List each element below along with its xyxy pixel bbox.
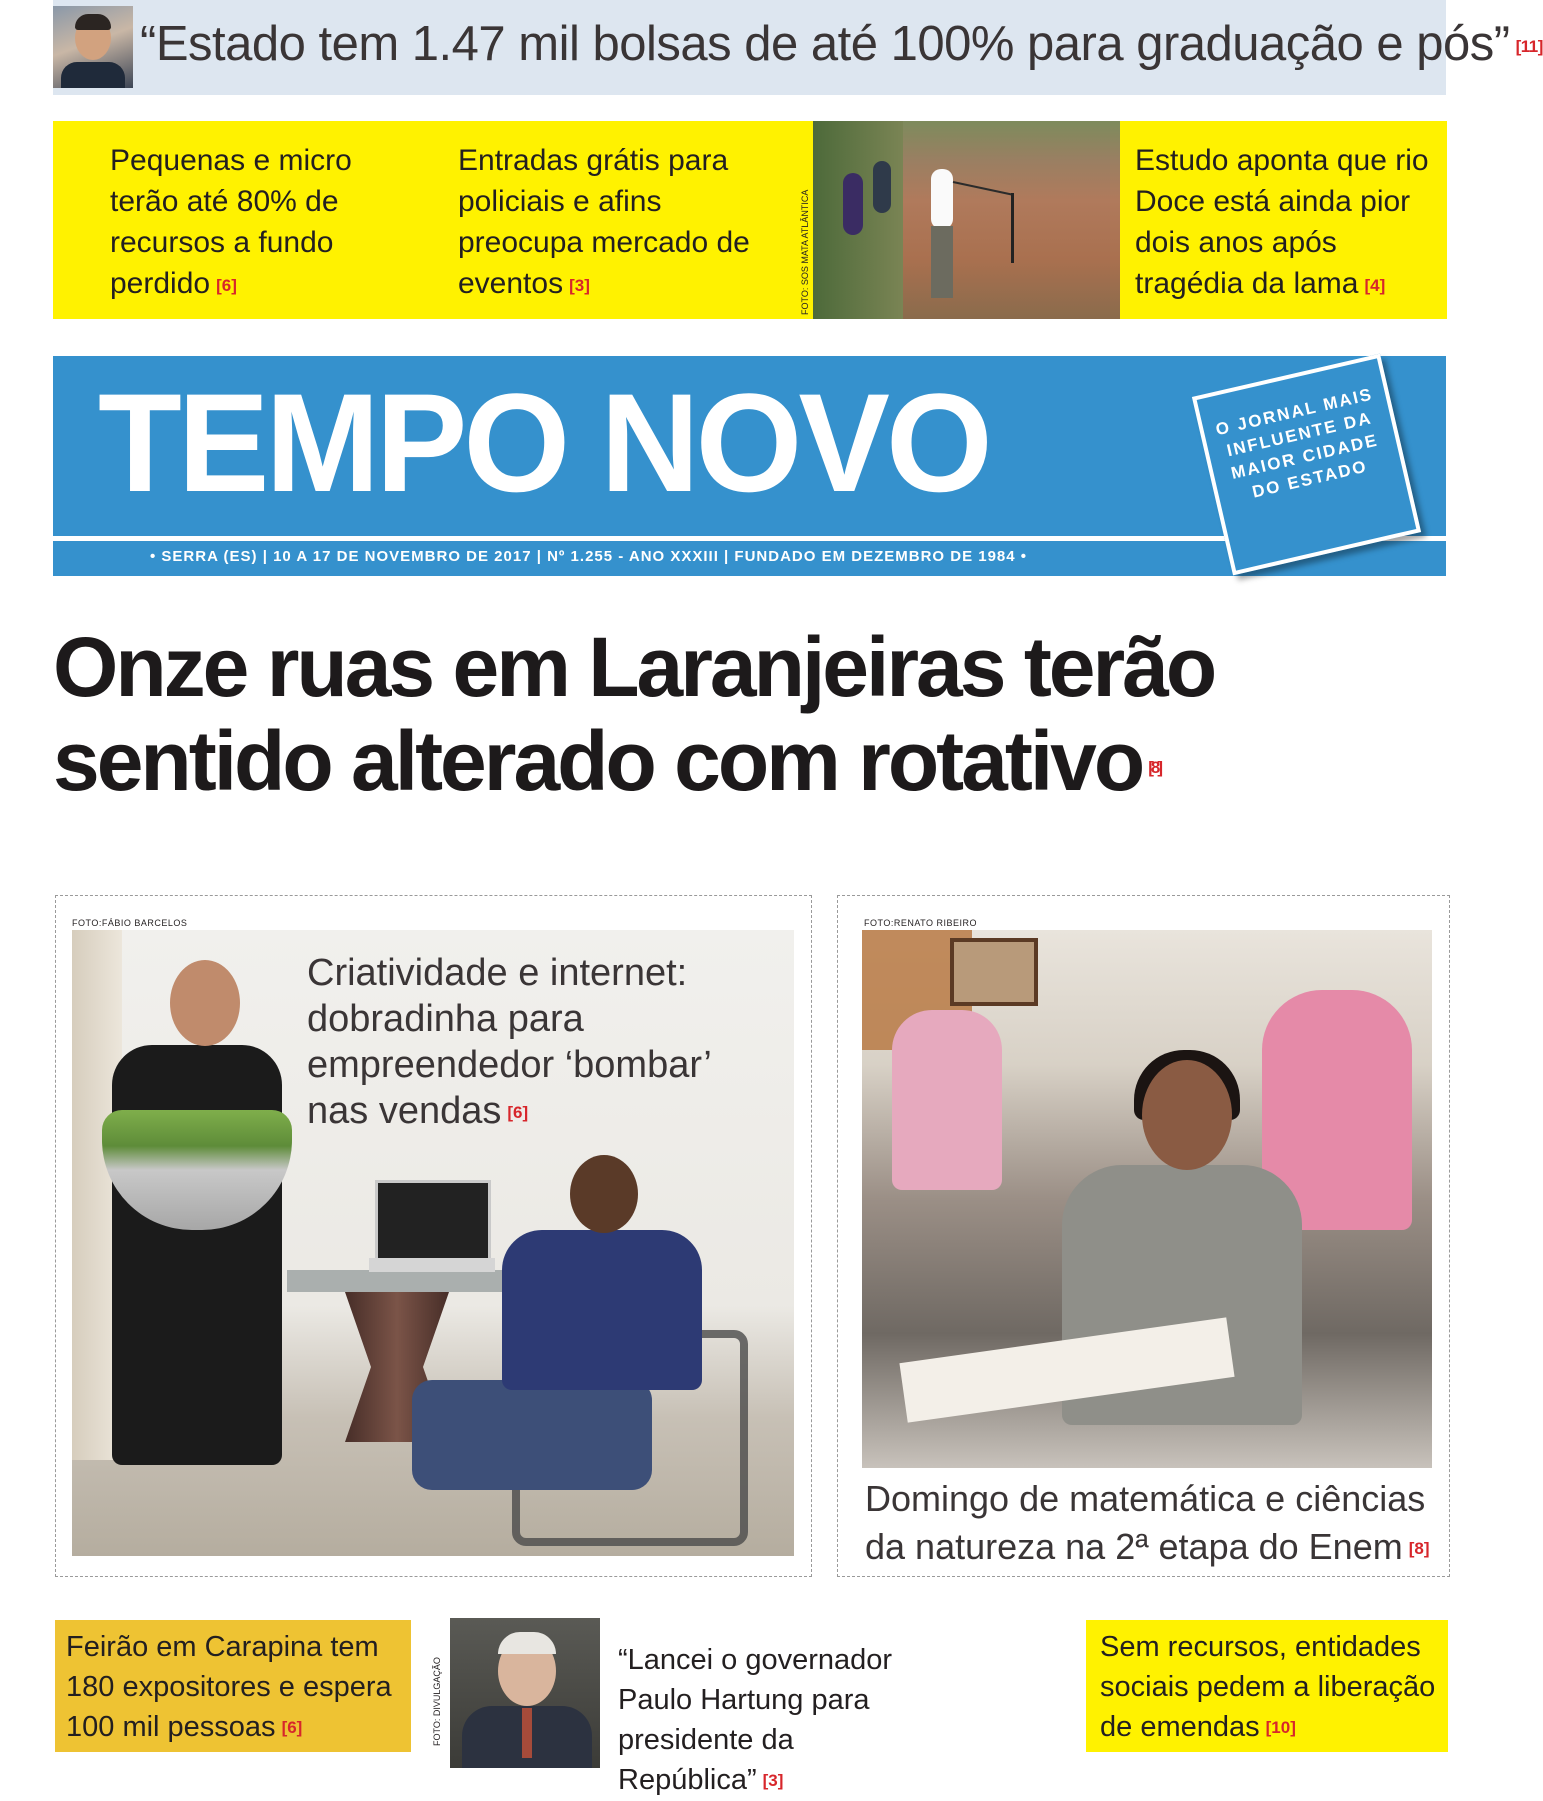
river-photo[interactable]: [813, 121, 1120, 319]
feature-caption-page-ref: [8]: [1408, 1539, 1430, 1559]
teaser-story-text: Entradas grátis para policiais e afins preocupa mercado de eventos: [458, 144, 750, 300]
feature-caption-text: Criatividade e internet: dobradinha para empreendedor ‘bombar’ nas vendas: [307, 952, 711, 1132]
bottom-photo-credit: FOTO: DIVULGAÇÃO: [432, 1657, 442, 1746]
teaser-story-page-ref: [4]: [1364, 275, 1386, 295]
edition-info-text: • SERRA (ES) | 10 A 17 DE NOVEMBRO DE 2017 | Nº 1.255 - ANO XXXIII | FUNDADO EM DEZEMBRO DE 1984 •: [150, 548, 1028, 565]
teaser-story-page-ref: [6]: [216, 275, 237, 295]
bottom-teaser-page-ref: [10]: [1265, 1718, 1296, 1738]
slogan-text: O JORNAL MAIS INFLUENTE DA MAIOR CIDADE DO ESTADO: [1213, 384, 1381, 502]
bottom-teaser-carapina[interactable]: [66, 1627, 411, 1748]
classroom-photo[interactable]: [862, 930, 1432, 1468]
bottom-teaser-page-ref: [6]: [281, 1718, 303, 1738]
main-headline-page-ref: [8]: [1148, 757, 1160, 777]
feature-caption-page-ref: [6]: [507, 1102, 529, 1122]
river-photo-credit: FOTO: SOS MATA ATLÂNTICA: [800, 189, 810, 315]
bottom-quote-text: “Lancei o governador Paulo Hartung para presidente da República”: [618, 1644, 893, 1796]
official-portrait-photo: [53, 6, 133, 88]
main-headline[interactable]: [53, 620, 1453, 815]
bottom-quote-page-ref: [3]: [762, 1771, 784, 1791]
teaser-story-text: Estudo aponta que rio Doce está ainda pior dois anos após tragédia da lama: [1135, 144, 1429, 300]
feature-caption-right[interactable]: [865, 1475, 1435, 1573]
teaser-story-free-entry[interactable]: [458, 140, 778, 306]
bottom-teaser-text: Feirão em Carapina tem 180 expositores e espera 100 mil pessoas: [66, 1631, 392, 1743]
teaser-story-text: Pequenas e micro terão até 80% de recursos a fundo perdido: [110, 144, 352, 300]
teaser-story-rio-doce[interactable]: [1135, 140, 1435, 306]
top-quote[interactable]: [140, 16, 1543, 72]
bottom-teaser-emendas[interactable]: [1100, 1627, 1445, 1748]
bottom-quote[interactable]: [618, 1640, 948, 1801]
photo-credit-left: FOTO:FÁBIO BARCELOS: [72, 918, 188, 928]
feature-caption-text: Domingo de matemática e ciências da natureza na 2ª etapa do Enem: [865, 1478, 1426, 1567]
top-quote-page-ref: [11]: [1515, 37, 1543, 57]
top-quote-text: “Estado tem 1.47 mil bolsas de até 100% para graduação e pós”: [140, 17, 1510, 71]
politician-photo[interactable]: [450, 1618, 600, 1768]
newspaper-title[interactable]: TEMPO NOVO: [98, 364, 989, 521]
main-headline-text: Onze ruas em Laranjeiras terão sentido alterado com rotativo: [53, 620, 1215, 808]
feature-caption-left[interactable]: [307, 950, 727, 1136]
bottom-teaser-text: Sem recursos, entidades sociais pedem a liberação de emendas: [1100, 1631, 1436, 1743]
teaser-story-page-ref: [3]: [569, 275, 590, 295]
photo-credit-right: FOTO:RENATO RIBEIRO: [864, 918, 978, 928]
teaser-story-small-business[interactable]: [110, 140, 380, 306]
